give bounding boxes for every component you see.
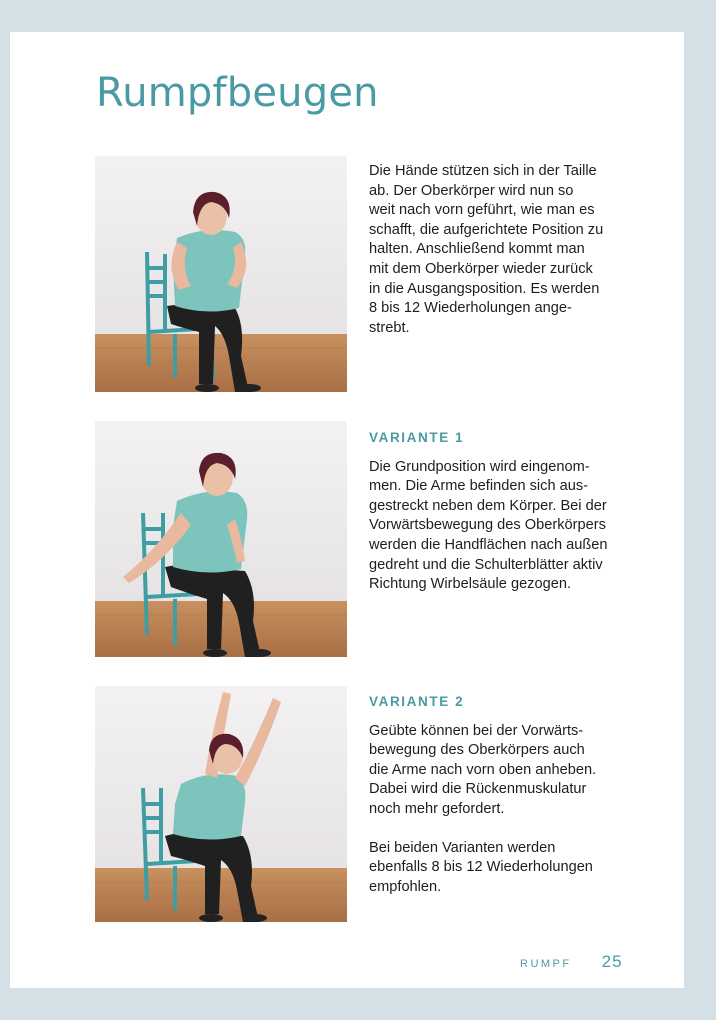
variant-2-block <box>369 692 631 897</box>
variant-1-paragraph: Die Grundposition wird eingenom- men. Die Arme befinden sich aus- gestreckt neben dem Körper. Bei der Vorwärtsbewegung des Oberkörpers werden die Handflächen nach außen gedreht und die Schulterblätter aktiv Richtung Wirbelsäule gezogen. <box>369 458 608 593</box>
footer-section-label: RUMPF <box>520 958 572 970</box>
variant-1-heading: VARIANTE 1 <box>369 430 465 445</box>
intro-paragraph: Die Hände stützen sich in der Taille ab. Der Oberkörper wird nun so weit nach vorn geführt, wie man es schafft, die aufgerichtete Position zu halten. Anschließend kommt man mit dem Oberkörper wieder zurück in die Ausgangsposition. Es werden 8 bis 12 Wiederholungen ange- strebt. <box>369 163 604 336</box>
page-number: 25 <box>601 952 623 971</box>
exercise-photo-basic <box>95 156 347 392</box>
exercise-photo-variant-2 <box>95 686 347 922</box>
variant-2-heading: VARIANTE 2 <box>369 694 465 709</box>
exercise-photo-variant-1 <box>95 421 347 657</box>
intro-text-block <box>369 162 631 338</box>
page <box>10 32 684 988</box>
variant-2-paragraph: Geübte können bei der Vorwärts- bewegung des Oberkörpers auch die Arme nach vorn oben anheben. Dabei wird die Rückenmuskulatur noch mehr gefordert. <box>369 722 597 817</box>
page-footer <box>520 952 623 972</box>
variant-1-block <box>369 428 631 595</box>
variant-2-recommendation: Bei beiden Varianten werden ebenfalls 8 bis 12 Wiederholungen empfohlen. <box>369 839 593 895</box>
page-title: Rumpfbeugen <box>96 70 379 116</box>
